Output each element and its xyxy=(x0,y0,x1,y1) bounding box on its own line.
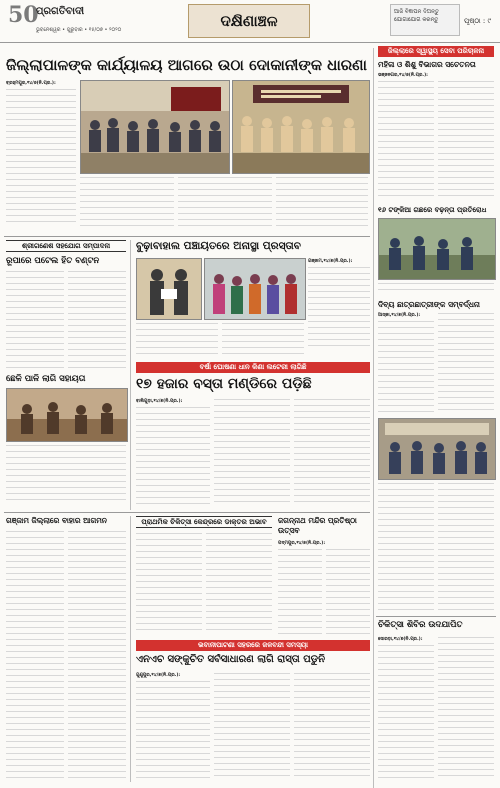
mid-left-sub-headline: ଛେଳି ପାଳି ଲାଗି ସହାୟତା xyxy=(6,374,86,384)
mid-center-headline: ବୁଢ଼ାବାହାଲ ପଞ୍ଚାୟତରେ ଅନାସ୍ଥା ପ୍ରସ୍ତାବ xyxy=(136,240,301,252)
right-top-caption xyxy=(378,282,494,294)
main-story-dateline: ବାଲିଗୁଡ଼ା,୧୪/୭(ନି.ପ୍ର.): xyxy=(136,399,183,404)
right-mid-body-2 xyxy=(438,312,494,414)
mid-center-body-2 xyxy=(136,322,218,358)
divider-1 xyxy=(4,236,370,237)
lead-headline: ଜିଲ୍ଲାପାଳଙ୍କ କାର୍ଯ୍ୟାଳୟ ଆଗରେ ଉଠା ଦୋକାନୀଙ୍କ ଧାରଣା xyxy=(6,56,367,74)
ad-box: ଆଜି ବିଜ୍ଞାପନ ଦିଅନ୍ତୁ ଯୋଗାଯୋଗ କରନ୍ତୁ xyxy=(390,4,460,36)
main-story-body-3 xyxy=(294,398,370,506)
right-mid-body-1 xyxy=(378,320,434,414)
divider-3 xyxy=(376,616,496,617)
right-mid-headline: ଦିବ୍ୟ ଛାତ୍ରଛାତ୍ରୀଙ୍କ ସମ୍ବର୍ଦ୍ଧନା xyxy=(378,300,480,309)
mid-left-body-3 xyxy=(6,444,126,504)
right-top-body-1 xyxy=(378,80,434,200)
temple-dateline: ପଦ୍ମପୁର,୧୪/୭(ନି.ପ୍ର.): xyxy=(278,541,326,546)
section-title: ଦକ୍ଷିଣାଞ୍ଚଳ xyxy=(188,4,310,38)
lead-dateline: ବ୍ରହ୍ମପୁର,୧୪/୭(ନି.ପ୍ର.): xyxy=(6,81,56,86)
right-top-dateline: ଭଞ୍ଜନଗର,୧୪/୭(ନି.ପ୍ର.): xyxy=(378,73,428,78)
center-bottom-box-title: ପ୍ରାଥମିକ ଚିକିତ୍ସା କେନ୍ଦ୍ରରେ ଡାକ୍ତର ଅଭାବ xyxy=(136,516,272,528)
lead-body-col-3 xyxy=(178,176,272,230)
center-bottom-body-2 xyxy=(206,532,272,634)
lead-photo-2 xyxy=(232,80,370,174)
right-top-headline: ମହିଳା ଓ ଶିଶୁ ବିଭାଗର ସଚେତନତା xyxy=(378,60,476,69)
left-bottom-body-1 xyxy=(6,530,64,780)
temple-body-2 xyxy=(326,548,370,634)
paper-name: ପ୍ରଗତିବାଦୀ xyxy=(36,6,85,17)
lead-body-col-2 xyxy=(80,176,174,230)
right-mid-body-4 xyxy=(438,482,494,612)
lead-body-col-4 xyxy=(276,176,368,230)
mid-center-photo-2 xyxy=(204,258,306,320)
main-story-body-2 xyxy=(214,398,290,506)
right-kicker: ଜିଲ୍ଲାରେ ସ୍ୱାସ୍ଥ୍ୟ ସେବା ପରିଚାଳନା xyxy=(378,46,494,57)
issue-line: ଭୁବନେଶ୍ୱର • ଗୁରୁବାର • ୧୫/୦୭ • ୨୦୨୦ xyxy=(36,27,122,33)
page-label: ପୃଷ୍ଠା : ୯ xyxy=(464,17,491,25)
mid-left-box-title: ଶ୍ରୀଗଣେଶ ସହଯୋଗ ସମ୍ପାଦନା xyxy=(6,240,126,252)
mid-center-body-3 xyxy=(222,322,304,358)
bottom-story-headline: ଏନଏଚ ସଙ୍କୁଚିତ ସର୍ବସାଧାରଣ ଲାଗି ରାସ୍ତା ପଡୁନି xyxy=(136,654,325,665)
logo-number: 50 xyxy=(8,2,39,28)
right-bottom-headline: ଚିକିତ୍ସା ଶିବିର ଉଦଯାପିତ xyxy=(378,620,463,630)
lead-photo-1 xyxy=(80,80,230,174)
left-bottom-headline: ଗଞ୍ଜାମ ଜିଲ୍ଲାରେ ବାହାର ଆଗମନ xyxy=(6,516,107,525)
right-bottom-body-1 xyxy=(378,644,434,780)
right-bottom-dateline: ସୋରଡ଼ା,୧୪/୭(ନି.ପ୍ର.): xyxy=(378,637,423,642)
bottom-story-body-3 xyxy=(294,672,370,780)
temple-headline: ଜଗନ୍ନାଥ ମନ୍ଦିର ପ୍ରତିଷ୍ଠା ଉତ୍ସବ xyxy=(278,516,357,535)
right-photo-headline: ୧୬ ଟଙ୍କିଆ ଗଛରେ ବଢ଼ନ୍ତା ପ୍ରତିରୋଧ xyxy=(378,206,487,214)
mid-left-body-2 xyxy=(68,270,126,370)
center-bottom-body-1 xyxy=(136,532,202,634)
mid-left-body-1 xyxy=(6,270,64,370)
right-mid-body-3 xyxy=(378,482,434,612)
mid-left-photo xyxy=(6,388,128,442)
main-story-body-1 xyxy=(136,406,210,506)
mid-center-body-1 xyxy=(308,266,370,346)
right-top-body-2 xyxy=(438,80,494,200)
bottom-story-body-2 xyxy=(214,672,290,780)
bottom-story-strip: ଭବାନୀପାଟଣା ସହରରେ ଜଳବନ୍ଦୀ ସମସ୍ୟା xyxy=(136,640,370,651)
mid-center-photo-1 xyxy=(136,258,202,320)
main-story-strip: ବର୍ଷା ଘୋଷଣା ଧାନ କିଣା ଲଟେରୀ ଲାଗିଛି xyxy=(136,362,370,373)
right-mid-photo xyxy=(378,418,496,480)
lead-body-col-1 xyxy=(6,88,76,222)
divider-2 xyxy=(4,512,370,513)
column-divider-2 xyxy=(130,240,131,510)
bottom-story-dateline: ଗୁଣୁପୁର,୧୪/୭(ନି.ପ୍ର.): xyxy=(136,673,181,678)
mid-center-dateline: ଗଞ୍ଜାମ,୧୪/୭(ନି.ପ୍ର.): xyxy=(308,259,353,264)
right-mid-dateline: ଆସ୍କା,୧୪/୭(ନି.ପ୍ର.): xyxy=(378,313,421,318)
column-divider-3 xyxy=(130,516,131,782)
left-bottom-body-2 xyxy=(68,530,126,780)
masthead xyxy=(0,0,500,43)
temple-body-1 xyxy=(278,548,322,634)
main-story-headline: ୧୭ ହଜାର ବସ୍ତା ମଣ୍ଡିରେ ପଡ଼ିଛି xyxy=(136,376,312,392)
column-divider xyxy=(373,48,374,788)
right-bottom-body-2 xyxy=(438,636,494,780)
bottom-story-body-1 xyxy=(136,680,210,780)
right-top-photo xyxy=(378,218,496,280)
mid-left-headline: ରୂପାରେ ପଟେଲ ହିତ ବଣ୍ଟନ xyxy=(6,256,100,266)
